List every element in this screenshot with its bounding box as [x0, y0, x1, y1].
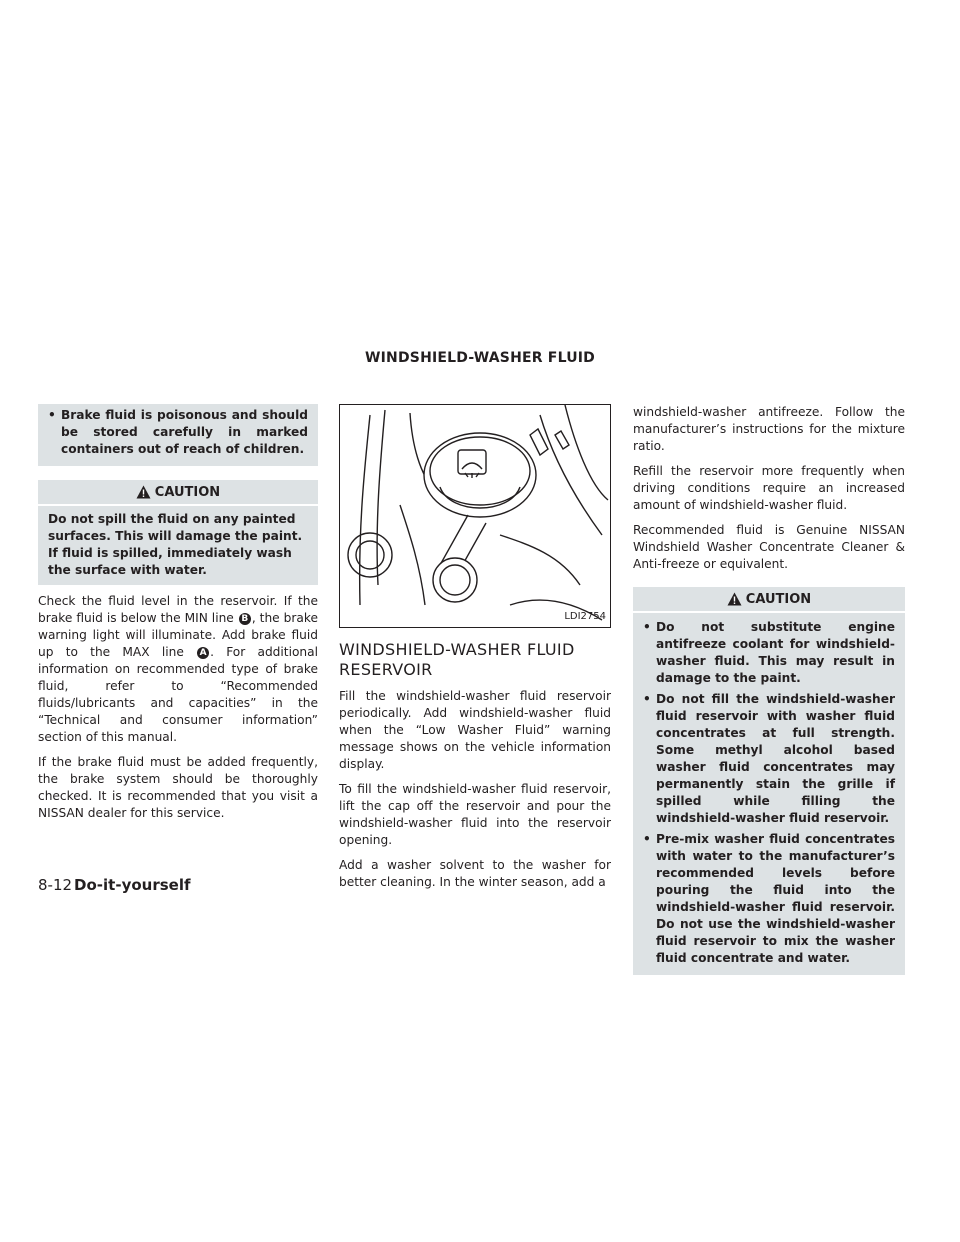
page-number: 8-12	[38, 876, 73, 894]
paragraph-fill-periodically: Fill the windshield-washer fluid reservoir periodically. Add windshield-washer fluid when the “Low Washer Fluid” warning message shows on the vehicle information display.	[339, 689, 611, 771]
column-right	[633, 404, 905, 975]
chapter-title: Do-it-yourself	[74, 876, 191, 894]
caution-text: Do not fill the windshield-washer fluid reservoir with washer fluid concentrates at full strength. Some methyl alcohol based washer fluid concentrates may permanently stain the grille if spilled while filling the windshield-washer fluid reservoir.	[656, 692, 895, 825]
marker-a-icon: A	[197, 647, 209, 659]
caution-text: Do not substitute engine antifreeze coolant for windshield-washer fluid. This may result in damage to the paint.	[656, 620, 895, 685]
paragraph-fluid-level	[38, 593, 318, 746]
paragraph-text: Check the fluid level in the reservoir. If the brake fluid is below the MIN line	[38, 594, 318, 625]
reservoir-illustration	[339, 404, 611, 628]
list-item	[643, 831, 895, 967]
caution-text: Pre-mix washer fluid concentrates with water to the manufacturer’s recommended levels before pouring the fluid into the windshield-washer fluid reservoir. Do not use the windshield-washer fluid reservoir to mix the washer fluid concentrate and water.	[656, 832, 895, 965]
warning-box	[38, 404, 318, 466]
reservoir-drawing	[340, 405, 610, 627]
figure-label: LDI2754	[564, 611, 606, 622]
paragraph-antifreeze: windshield-washer antifreeze. Follow the manufacturer’s instructions for the mixture ratio.	[633, 405, 905, 453]
paragraph-fill-instructions: To fill the windshield-washer fluid reservoir, lift the cap off the reservoir and pour the windshield-washer fluid into the reservoir opening.	[339, 782, 611, 847]
column-left	[38, 404, 318, 822]
warning-triangle-icon	[136, 485, 151, 499]
caution-title: CAUTION	[154, 484, 221, 500]
page-footer	[38, 876, 191, 894]
list-item	[48, 407, 308, 458]
bullet-dot: •	[643, 620, 651, 634]
bullet-dot: •	[643, 692, 651, 706]
paragraph-washer-solvent: Add a washer solvent to the washer for better cleaning. In the winter season, add a	[339, 858, 611, 889]
paragraph-refill: Refill the reservoir more frequently when driving conditions require an increased amount of windshield-washer fluid.	[633, 464, 905, 512]
subsection-heading: WINDSHIELD-WASHER FLUID RESERVOIR	[339, 640, 575, 679]
list-item	[643, 619, 895, 687]
section-title: WINDSHIELD-WASHER FLUID	[365, 350, 595, 366]
marker-b-icon: B	[239, 613, 251, 625]
list-item	[643, 691, 895, 827]
paragraph-text: . For additional information on recommended type of brake fluid, refer to “Recommended fluids/lubricants and capacities” in the “Technical and consumer information” section of this manual.	[38, 645, 319, 744]
caution-body	[633, 613, 905, 975]
warning-text: Brake fluid is poisonous and should be stored carefully in marked containers out of reach of children.	[61, 408, 308, 456]
caution-header	[38, 480, 318, 504]
caution-header	[633, 587, 905, 611]
warning-triangle-icon	[727, 592, 742, 606]
caution-title: CAUTION	[745, 591, 812, 607]
bullet-dot: •	[48, 408, 56, 422]
paragraph-text: , the brake warning light will illuminate. Add brake fluid up to the MAX line	[38, 611, 319, 659]
caution-body	[38, 506, 318, 585]
column-middle	[339, 404, 611, 891]
paragraph-recommended-fluid: Recommended fluid is Genuine NISSAN Windshield Washer Concentrate Cleaner & Anti-freeze or equivalent.	[633, 523, 905, 571]
paragraph-brake-check: If the brake fluid must be added frequently, the brake system should be thoroughly checked. It is recommended that you visit a NISSAN dealer for this service.	[38, 755, 318, 820]
caution-text: Do not spill the fluid on any painted surfaces. This will damage the paint. If fluid is spilled, immediately wash the surface with water.	[48, 512, 303, 577]
bullet-dot: •	[643, 832, 651, 846]
